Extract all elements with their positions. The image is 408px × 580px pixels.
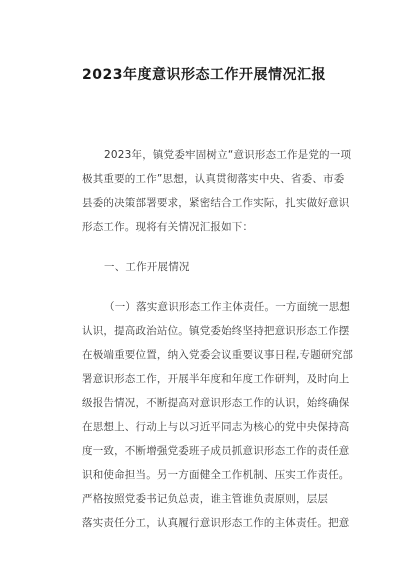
section-heading: 一、工作开展情况 (104, 261, 190, 273)
body-line: 严格按照党委书记负总责，谁主管谁负责原则，层层 (82, 493, 329, 505)
body-line: 级报告情况，不断提高对意识形态工作的认识，始终确保 (82, 397, 350, 409)
document-title: 2023年度意识形态工作开展情况汇报 (82, 67, 326, 83)
body-line: 在思想上、行动上与以习近平同志为核心的党中央保持高 (82, 421, 350, 433)
body-line: 识和使命担当。另一方面健全工作机制、压实工作责任。 (82, 469, 350, 481)
body-line: 在极端重要位置，纳入党委会议重要议事日程,专题研究部 (82, 349, 354, 361)
intro-line: 2023年，镇党委牢固树立“意识形态工作是党的一项 (104, 149, 352, 161)
body-line: （一）落实意识形态工作主体责任。一方面统一思想 (104, 301, 351, 313)
body-line: 认识，提高政治站位。镇党委始终坚持把意识形态工作摆 (82, 325, 350, 337)
intro-line: 极其重要的工作”思想，认真贯彻落实中央、省委、市委 (82, 173, 345, 185)
body-line: 落实责任分工，认真履行意识形态工作的主体责任。把意 (82, 517, 350, 529)
body-line: 署意识形态工作，开展半年度和年度工作研判，及时向上 (82, 373, 350, 385)
intro-line: 形态工作。现将有关情况汇报如下： (82, 221, 254, 233)
body-line: 度一致，不断增强党委班子成员抓意识形态工作的责任意 (82, 445, 350, 457)
intro-line: 县委的决策部署要求，紧密结合工作实际，扎实做好意识 (82, 197, 350, 209)
